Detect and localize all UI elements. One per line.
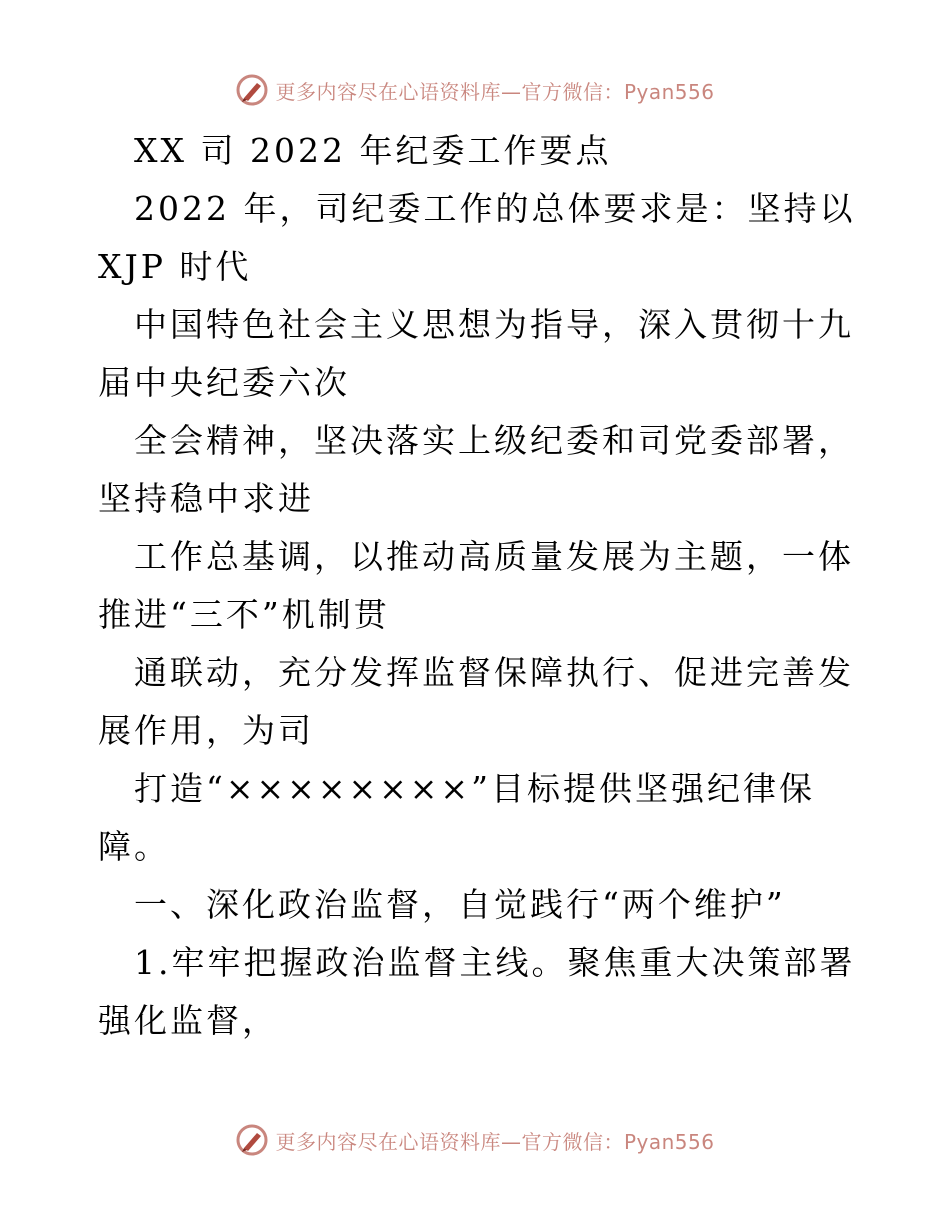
paragraph: 全会精神，坚决落实上级纪委和司党委部署，坚持稳中求进: [98, 421, 854, 518]
watermark-footer: [0, 1120, 950, 1160]
pen-logo-icon: [235, 1123, 269, 1157]
watermark-text: 更多内容尽在心语资料库—官方微信：Pyan556: [275, 1129, 715, 1154]
section-heading: 一、深化政治监督，自觉践行“两个维护”: [134, 885, 786, 924]
document-title: XX 司 2022 年纪委工作要点: [134, 131, 612, 170]
paragraph: 2022 年，司纪委工作的总体要求是：坚持以XJP 时代: [98, 189, 856, 286]
paragraph: 中国特色社会主义思想为指导，深入贯彻十九届中央纪委六次: [98, 305, 854, 402]
pen-logo-icon: [235, 73, 269, 107]
watermark-text: 更多内容尽在心语资料库—官方微信：Pyan556: [275, 79, 715, 104]
paragraph: 1.牢牢把握政治监督主线。聚焦重大决策部署强化监督，: [98, 943, 856, 1040]
paragraph: 通联动，充分发挥监督保障执行、促进完善发展作用，为司: [98, 653, 854, 750]
watermark-header: [0, 70, 950, 110]
document-body: [98, 122, 858, 1050]
paragraph: 打造“××××××××”目标提供坚强纪律保障。: [98, 769, 815, 866]
paragraph: 工作总基调，以推动高质量发展为主题，一体推进“三不”机制贯: [98, 537, 854, 634]
